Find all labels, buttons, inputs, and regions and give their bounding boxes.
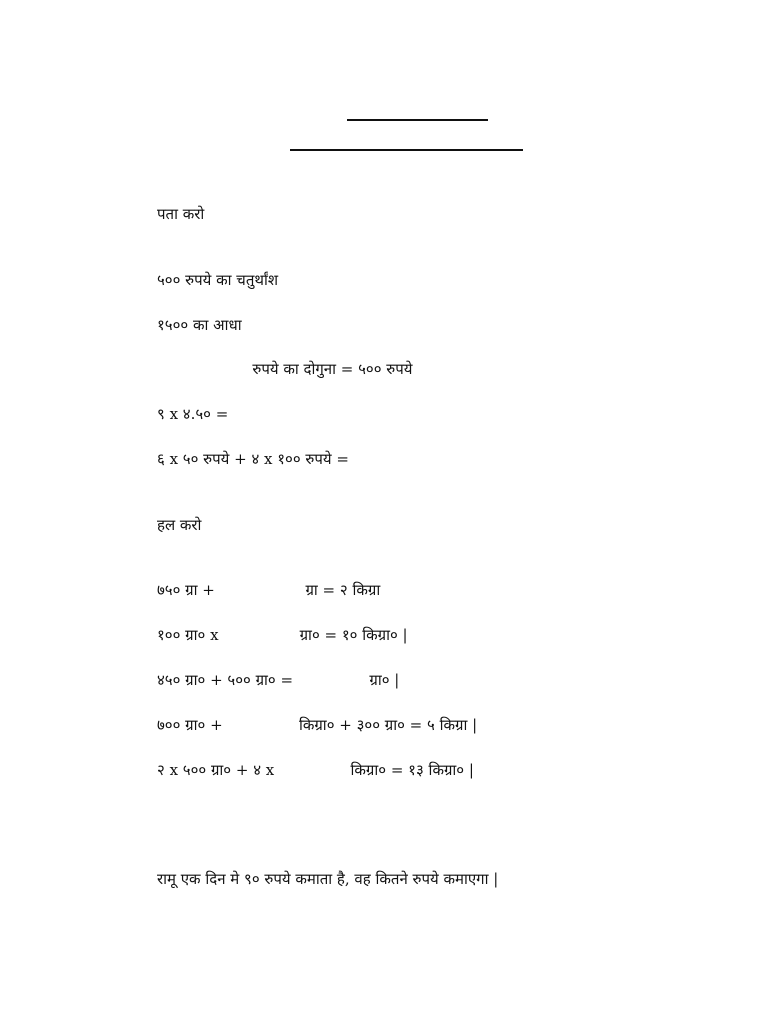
- word-problem: रामू एक दिन मे ९० रुपये कमाता है, वह कितने रुपये कमाएगा |: [157, 870, 499, 888]
- solve-item: ४५० ग्रा० + ५०० ग्रा० = ग्रा० |: [157, 671, 400, 689]
- find-item: ९ x ४.५० =: [157, 405, 229, 423]
- title-blank-line: [347, 119, 488, 121]
- solve-item: २ x ५०० ग्रा० + ४ x किग्रा० = १३ किग्रा० |: [157, 761, 474, 779]
- find-item: ५०० रुपये का चतुर्थांश: [157, 271, 279, 289]
- solve-item: १०० ग्रा० x ग्रा० = १० किग्रा० |: [157, 626, 408, 644]
- subtitle-blank-line: [290, 149, 523, 151]
- find-item: रुपये का दोगुना = ५०० रुपये: [157, 360, 413, 378]
- find-heading: पता करो: [157, 205, 205, 223]
- find-item: १५०० का आधा: [157, 316, 242, 334]
- find-item: ६ x ५० रुपये + ४ x १०० रुपये =: [157, 450, 349, 468]
- solve-heading: हल करो: [157, 516, 202, 534]
- solve-item: ७५० ग्रा + ग्रा = २ किग्रा: [157, 581, 381, 599]
- solve-item: ७०० ग्रा० + किग्रा० + ३०० ग्रा० = ५ किग्रा |: [157, 716, 478, 734]
